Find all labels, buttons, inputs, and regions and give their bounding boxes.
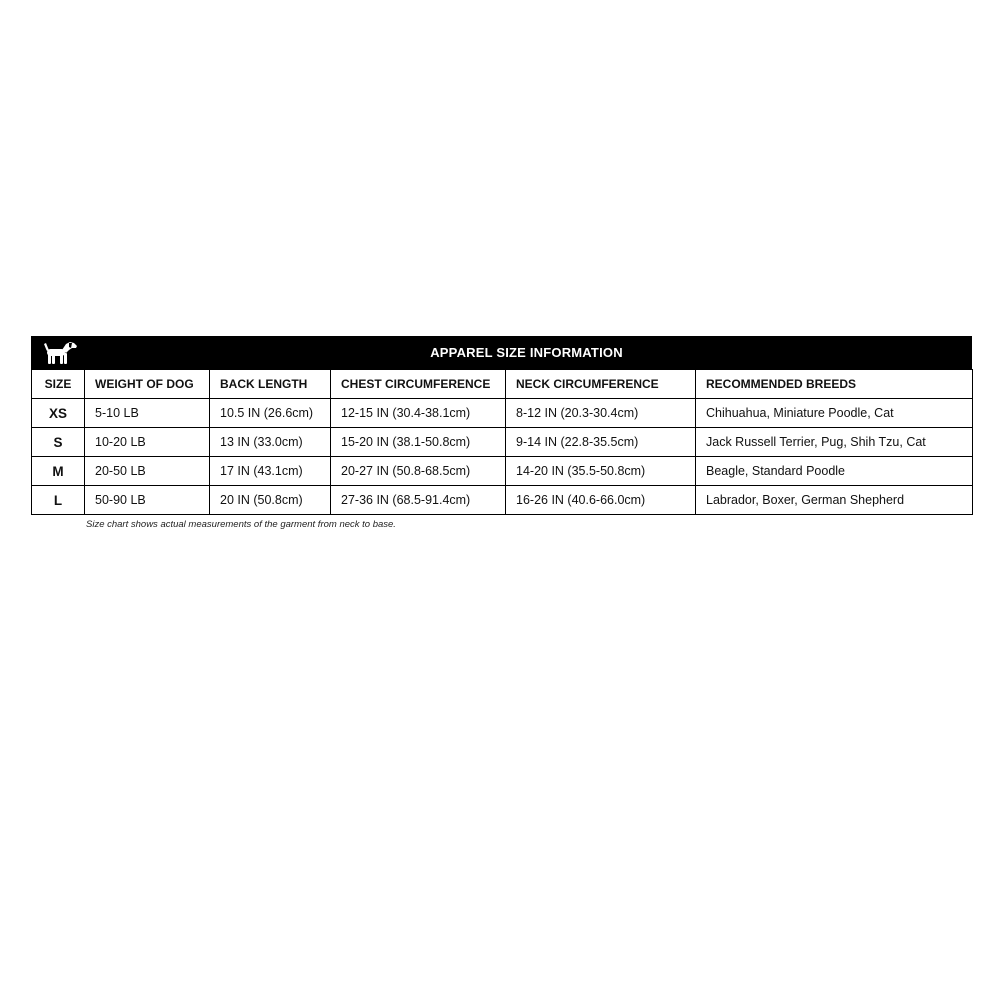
column-header-chest: CHEST CIRCUMFERENCE: [331, 370, 506, 399]
cell-weight: 5-10 LB: [85, 399, 210, 428]
column-header-breeds: RECOMMENDED BREEDS: [696, 370, 973, 399]
cell-chest: 27-36 IN (68.5-91.4cm): [331, 486, 506, 515]
cell-chest: 15-20 IN (38.1-50.8cm): [331, 428, 506, 457]
cell-size: L: [32, 486, 85, 515]
cell-size: S: [32, 428, 85, 457]
cell-neck: 8-12 IN (20.3-30.4cm): [506, 399, 696, 428]
cell-size: M: [32, 457, 85, 486]
cell-neck: 9-14 IN (22.8-35.5cm): [506, 428, 696, 457]
size-chart: [31, 336, 972, 530]
table-row: [32, 399, 973, 428]
cell-weight: 10-20 LB: [85, 428, 210, 457]
cell-breeds: Jack Russell Terrier, Pug, Shih Tzu, Cat: [696, 428, 973, 457]
column-header-weight: WEIGHT OF DOG: [85, 370, 210, 399]
cell-breeds: Chihuahua, Miniature Poodle, Cat: [696, 399, 973, 428]
size-chart-footnote: Size chart shows actual measurements of the garment from neck to base.: [86, 519, 396, 530]
cell-weight: 20-50 LB: [85, 457, 210, 486]
cell-chest: 20-27 IN (50.8-68.5cm): [331, 457, 506, 486]
size-table: [31, 369, 973, 515]
cell-back-length: 20 IN (50.8cm): [210, 486, 331, 515]
cell-neck: 16-26 IN (40.6-66.0cm): [506, 486, 696, 515]
cell-chest: 12-15 IN (30.4-38.1cm): [331, 399, 506, 428]
column-header-neck: NECK CIRCUMFERENCE: [506, 370, 696, 399]
table-row: [32, 486, 973, 515]
size-chart-title: APPAREL SIZE INFORMATION: [430, 345, 623, 360]
size-chart-banner: [31, 336, 972, 369]
cell-breeds: Beagle, Standard Poodle: [696, 457, 973, 486]
cell-weight: 50-90 LB: [85, 486, 210, 515]
cell-size: XS: [32, 399, 85, 428]
cell-back-length: 10.5 IN (26.6cm): [210, 399, 331, 428]
cell-neck: 14-20 IN (35.5-50.8cm): [506, 457, 696, 486]
table-header-row: [32, 370, 973, 399]
cell-back-length: 13 IN (33.0cm): [210, 428, 331, 457]
table-row: [32, 428, 973, 457]
table-row: [32, 457, 973, 486]
column-header-back-length: BACK LENGTH: [210, 370, 331, 399]
dog-silhouette-icon: [41, 339, 79, 366]
cell-back-length: 17 IN (43.1cm): [210, 457, 331, 486]
column-header-size: SIZE: [32, 370, 85, 399]
cell-breeds: Labrador, Boxer, German Shepherd: [696, 486, 973, 515]
